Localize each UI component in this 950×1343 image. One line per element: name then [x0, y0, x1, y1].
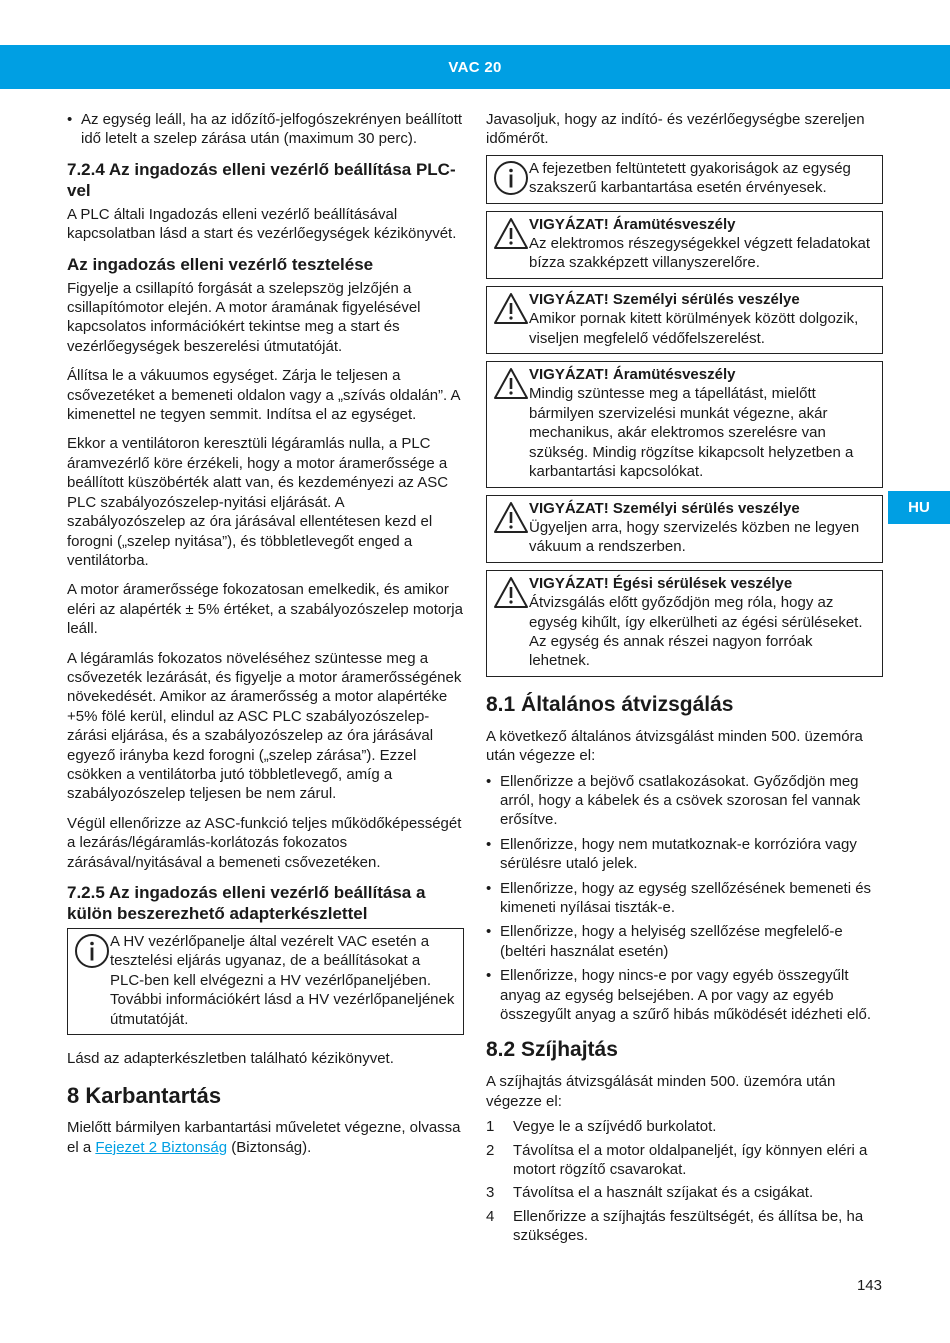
- section-7-2-5-title: 7.2.5 Az ingadozás elleni vezérlő beállítása a külön beszerezhető adapterkészlettel: [67, 883, 426, 923]
- warning-text: Ügyeljen arra, hogy szervizelés közben ne legyen vákuum a rendszerben.: [529, 518, 860, 556]
- section-8-1-title: 8.1 Általános átvizsgálás: [486, 692, 734, 716]
- inspection-bullet-list: [486, 772, 883, 1025]
- info-box-text: A HV vezérlőpanelje által vezérelt VAC esetén a tesztelési eljárás ugyanaz, de a beállításokat a PLC-ben kell elvégezni a HV vezérlőpaneljében. További információkért lásd a HV vezérlőpaneljének útmutatóját.: [110, 933, 455, 1028]
- warning-box: [486, 361, 883, 487]
- section-8-text-after: (Biztonság).: [227, 1138, 312, 1156]
- belt-drive-steps: [486, 1117, 883, 1245]
- warning-box: [486, 286, 883, 354]
- list-item: [486, 1207, 883, 1246]
- test-paragraph-6: Végül ellenőrizze az ASC-funkció teljes működőképességét a lezárás/légáramlás-korlátozás fokozatos zárásával/nyitásával a bemeneti csővezetéken.: [67, 814, 462, 871]
- warning-title: VIGYÁZAT! Személyi sérülés veszélye: [529, 290, 800, 308]
- page-number: 143: [856, 1277, 882, 1294]
- info-icon: [74, 933, 110, 969]
- list-item: • Ellenőrizze a bejövő csatlakozásokat. Győződjön meg arról, hogy a kábelek és a csövek szorosan fel vannak erősítve.: [486, 772, 883, 830]
- timer-recommendation: Javasoljuk, hogy az indító- és vezérlőegységbe szereljen időmérőt.: [486, 111, 865, 148]
- info-box: [486, 155, 883, 204]
- left-column: [67, 110, 464, 1167]
- step-number: 2: [486, 1141, 495, 1159]
- warning-icon: [493, 291, 529, 327]
- warning-box: [486, 570, 883, 677]
- list-item: • Ellenőrizze, hogy nincs-e por vagy egyéb összegyűlt anyag az egység belsejében. A por vagy az egyéb összegyűlt anyag a szűrő hibás működését idézheti elő.: [486, 966, 883, 1024]
- warning-title: VIGYÁZAT! Áramütésveszély: [529, 215, 736, 233]
- list-item: [486, 1117, 883, 1136]
- right-column: [486, 110, 883, 1250]
- warning-box: [486, 495, 883, 563]
- test-paragraph-2: Állítsa le a vákuumos egységet. Zárja le teljesen a csővezetéket a bemeneti oldalon vagy a „szívás oldalán”. A kimenettel ne tegyen semmit. Indítsa el az egységet.: [67, 367, 460, 424]
- test-section-title: Az ingadozás elleni vezérlő tesztelése: [67, 254, 374, 274]
- section-8-2-paragraph: A szíjhajtás átvizsgálását minden 500. üzemóra után végezze el:: [486, 1073, 836, 1110]
- list-item: • Ellenőrizze, hogy nem mutatkoznak-e korrózióra vagy sérülésre utaló jelek.: [486, 835, 883, 874]
- info-box: [67, 928, 464, 1035]
- warning-text: Amikor pornak kitett körülmények között dolgozik, viseljen megfelelő védőfelszerelést.: [529, 310, 859, 347]
- header-bar: [0, 45, 950, 89]
- section-8-text-before: Mielőtt bármilyen karbantartási műveletet végezne, olvassa el a: [67, 1119, 461, 1156]
- warning-text: Átvizsgálás előtt győződjön meg róla, hogy az egység kihűlt, így elkerülheti az égési sérüléseket. Az egység és annak részei nagyon forróak lehetnek.: [529, 594, 863, 670]
- list-item: [486, 1141, 883, 1180]
- warning-title: VIGYÁZAT! Égési sérülések veszélye: [529, 574, 793, 592]
- warning-title: VIGYÁZAT! Áramütésveszély: [529, 366, 736, 384]
- info-icon: [493, 160, 529, 196]
- section-8-1-paragraph: A következő általános átvizsgálást minden 500. üzemóra után végezze el:: [486, 727, 863, 765]
- warning-icon: [493, 216, 529, 252]
- safety-chapter-link[interactable]: Fejezet 2 Biztonság: [95, 1138, 228, 1156]
- step-text: Távolítsa el a használt szíjakat és a csigákat.: [513, 1184, 814, 1202]
- test-paragraph-4: A motor áramerőssége fokozatosan emelkedik, és amikor eléri az alapérték ± 5% értéket, a szabályozószelep motorja leáll.: [67, 581, 463, 638]
- warning-box: [486, 211, 883, 279]
- info-box-text: A fejezetben feltüntetett gyakoriságok az egység szakszerű karbantartása esetén érvényesek.: [529, 159, 851, 197]
- section-8-paragraph: [67, 1118, 464, 1157]
- header-title: VAC 20: [448, 58, 502, 76]
- section-8-title: 8 Karbantartás: [67, 1083, 222, 1109]
- language-tab: [888, 491, 950, 524]
- step-number: 1: [486, 1118, 495, 1136]
- warning-text: Az elektromos részegységekkel végzett feladatokat bízza szakképzett villanyszerelőre.: [529, 235, 871, 272]
- step-number: 3: [486, 1184, 495, 1202]
- warning-text: Mindig szüntesse meg a tápellátást, mielőtt bármilyen szervizelési munkát végezne, akár mechanikus, akár elektromos szerelésre van szükség. Mindig rögzítse kikapcsolt helyzetben a karbantartási kapcsolókat.: [529, 385, 854, 481]
- list-item: • Ellenőrizze, hogy az egység szellőzésének bemeneti és kimeneti nyílásai tiszták-e.: [486, 879, 883, 918]
- step-text: Távolítsa el a motor oldalpaneljét, így könnyen eléri a motort rögzítő csavarokat.: [513, 1141, 868, 1179]
- warning-icon: [493, 366, 529, 402]
- step-text: Ellenőrizze a szíjhajtás feszültségét, és állítsa be, ha szükséges.: [513, 1207, 864, 1245]
- test-paragraph-1: Figyelje a csillapító forgását a szelepszög jelzőjén a csillapítómotor elején. A motor áramának figyelésével kapcsolatos információkért tekintse meg a start és vezérlőegységek beszerelési útmutatóját.: [67, 279, 421, 355]
- section-7-2-4-title: 7.2.4 Az ingadozás elleni vezérlő beállítása PLC-vel: [67, 159, 456, 200]
- section-8-2-title: 8.2 Szíjhajtás: [486, 1038, 618, 1062]
- warning-icon: [493, 500, 529, 536]
- list-item: • Az egység leáll, ha az időzítő-jelfogószekrényen beállított idő letelt a szelep zárása után (maximum 30 perc).: [67, 110, 464, 149]
- warning-icon: [493, 575, 529, 611]
- step-number: 4: [486, 1207, 495, 1225]
- list-item: • Ellenőrizze, hogy a helyiség szellőzése megfelelő-e (beltéri használat esetén): [486, 922, 883, 961]
- section-7-2-4-paragraph: A PLC általi Ingadozás elleni vezérlő beállításával kapcsolatban lásd a start és vezérlőegységek kézikönyvét.: [67, 205, 457, 243]
- step-text: Vegye le a szíjvédő burkolatot.: [513, 1118, 717, 1136]
- intro-bullet-list: [67, 110, 464, 149]
- section-7-2-5-paragraph: Lásd az adapterkészletben található kézikönyvet.: [67, 1050, 394, 1068]
- language-tab-label: HU: [908, 499, 930, 516]
- warning-title: VIGYÁZAT! Személyi sérülés veszélye: [529, 499, 800, 517]
- list-item: [486, 1183, 883, 1202]
- test-paragraph-5: A légáramlás fokozatos növeléséhez szüntesse meg a csővezeték lezárását, és figyelje a motor áramerősségének növekedését. Amikor az áramerősség a motor alapértéke +5% fölé kerül, elindul az ASC PLC szabályozószelep-zárási eljárása, és a szabályozószelep az óra járásával egyező irányba kezd forogni („szelep zárása”). Ezzel csökken a ventilátorba jutó többletlevegő, amíg a szabályozószelep teljesen be nem zárul.: [67, 649, 462, 803]
- test-paragraph-3: Ekkor a ventilátoron keresztüli légáramlás nulla, a PLC áramvezérlő köre érzékeli, hogy a motor áramerőssége a beállított küszöbérték alatt van, és kezdeményezi az ASC PLC szabályozószelep-nyitási eljárását. A szabályozószelep az óra járásával ellentétesen kezd el forogni („szelep nyitása”), és többletlevegőt enged a ventilátorba.: [67, 435, 449, 569]
